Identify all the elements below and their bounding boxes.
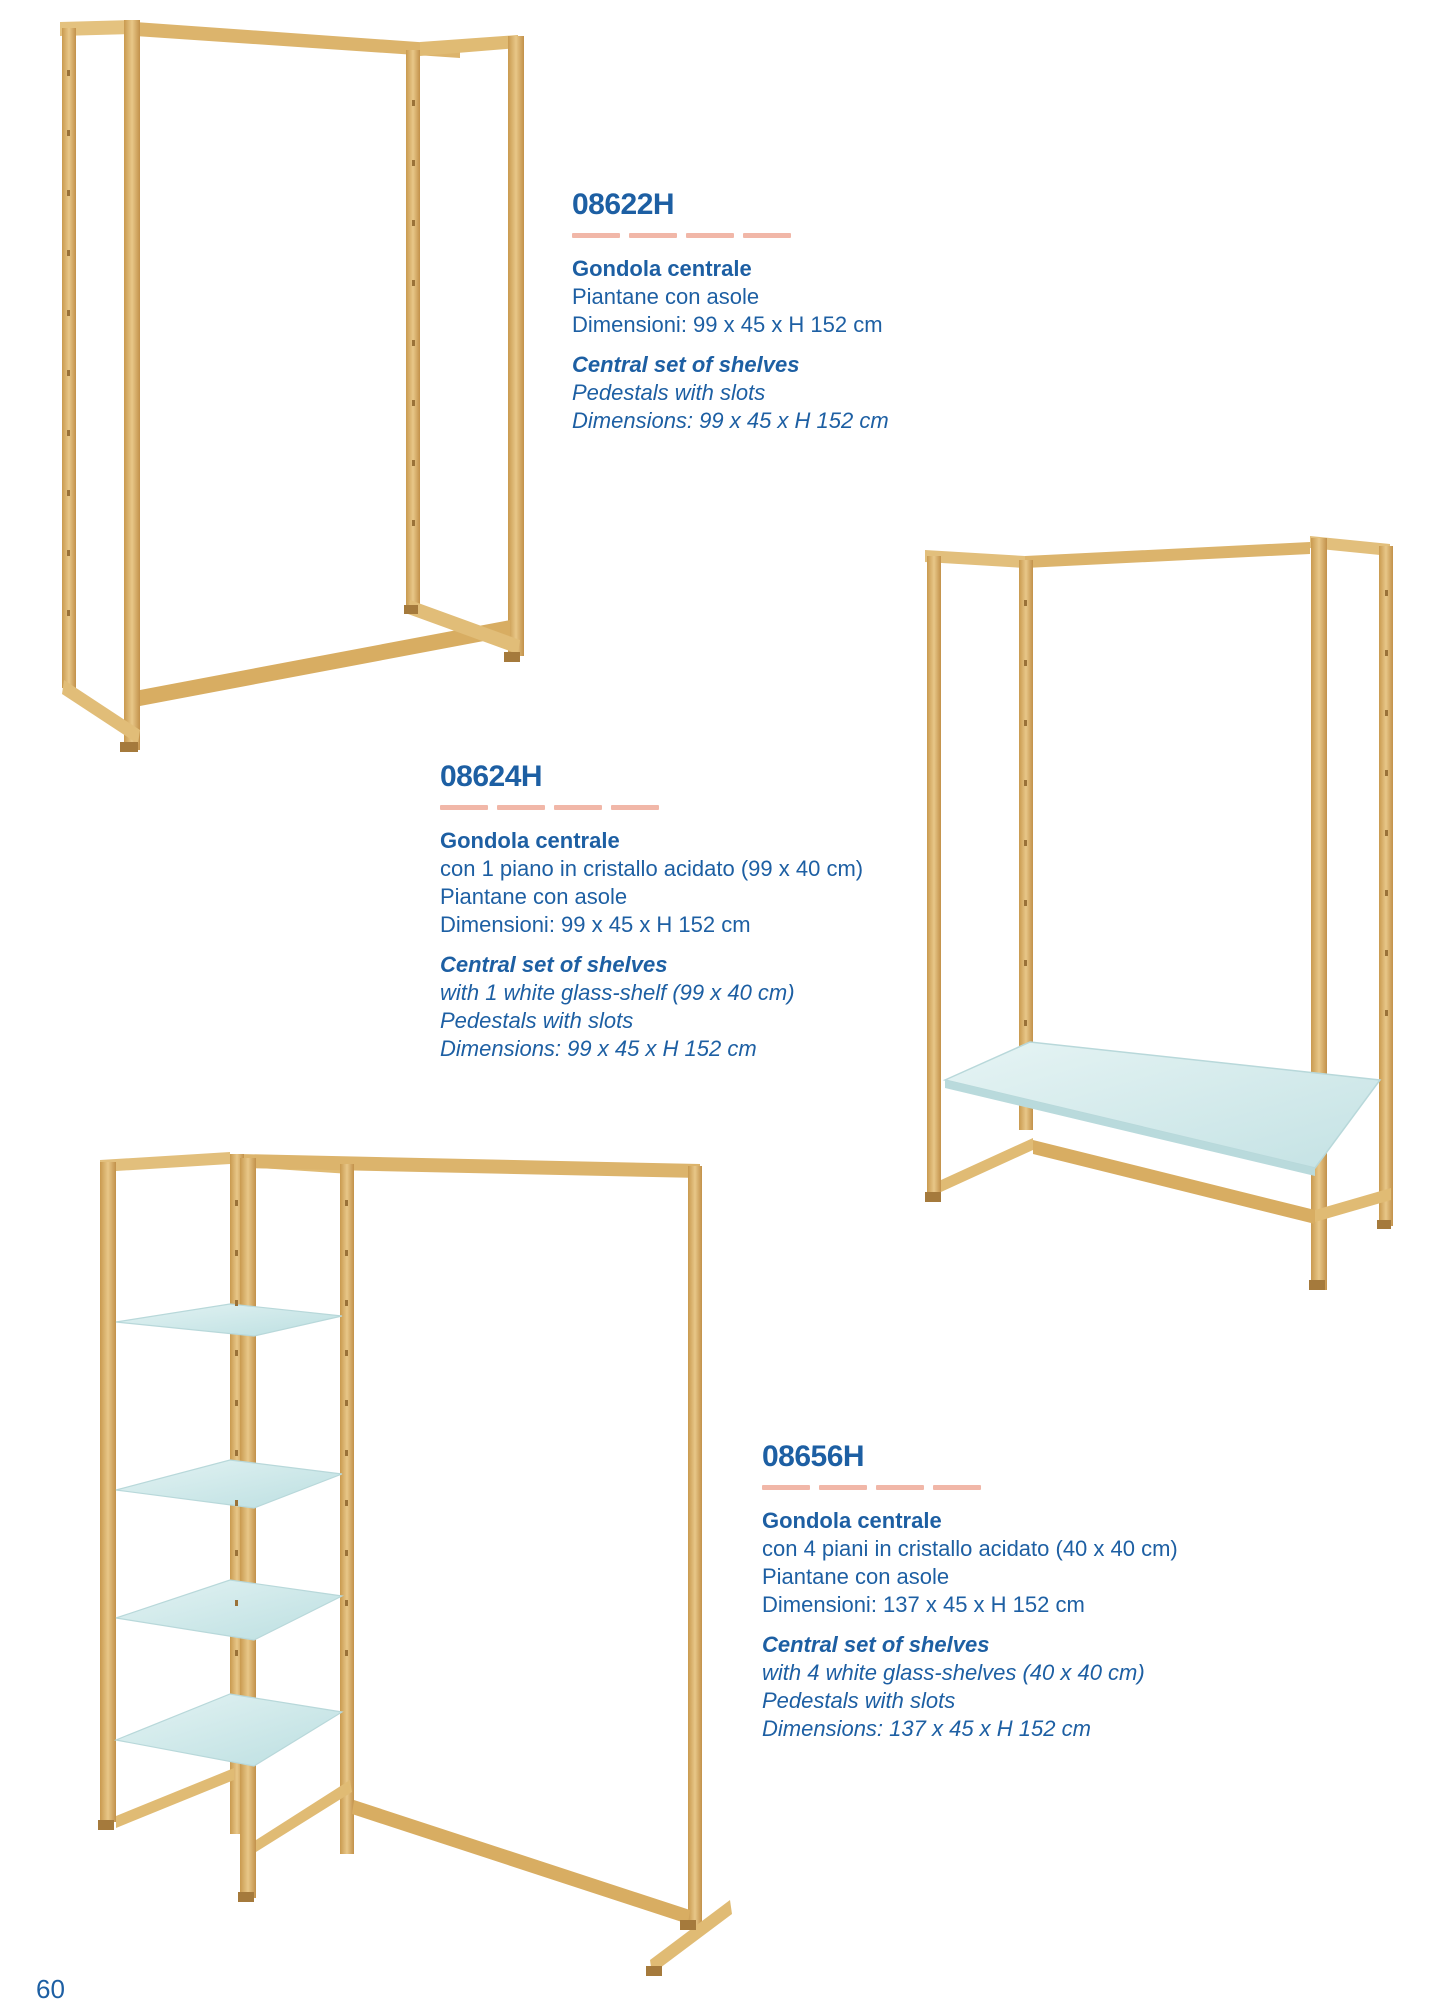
dash bbox=[686, 233, 734, 238]
product-code: 08656H bbox=[762, 1440, 865, 1473]
product-block-08624h bbox=[440, 760, 863, 1063]
english-line: Pedestals with slots bbox=[440, 1008, 634, 1033]
product-code: 08622H bbox=[572, 188, 675, 221]
dash bbox=[611, 805, 659, 810]
decorative-dashes bbox=[572, 233, 889, 238]
product-block-08622h bbox=[572, 188, 889, 435]
english-line: Dimensions: 99 x 45 x H 152 cm bbox=[572, 408, 889, 433]
english-line: Pedestals with slots bbox=[572, 380, 766, 405]
decorative-dashes bbox=[440, 805, 863, 810]
italian-title: Gondola centrale bbox=[440, 828, 620, 853]
italian-title: Gondola centrale bbox=[572, 256, 752, 281]
italian-line: con 4 piani in cristallo acidato (40 x 40 cm) bbox=[762, 1536, 1178, 1561]
dash bbox=[876, 1485, 924, 1490]
dash bbox=[629, 233, 677, 238]
english-line: Pedestals with slots bbox=[762, 1688, 956, 1713]
dash bbox=[743, 233, 791, 238]
product-image-08624h bbox=[915, 520, 1405, 1290]
italian-line: Piantane con asole bbox=[572, 284, 760, 309]
dash bbox=[933, 1485, 981, 1490]
dash bbox=[497, 805, 545, 810]
english-title: Central set of shelves bbox=[440, 952, 668, 977]
product-image-08656h bbox=[90, 1140, 750, 1990]
decorative-dashes bbox=[762, 1485, 1178, 1490]
italian-line: Dimensioni: 137 x 45 x H 152 cm bbox=[762, 1592, 1085, 1617]
dash bbox=[819, 1485, 867, 1490]
english-line: with 4 white glass-shelves (40 x 40 cm) bbox=[762, 1660, 1145, 1685]
english-line: Dimensions: 99 x 45 x H 152 cm bbox=[440, 1036, 757, 1061]
dash bbox=[554, 805, 602, 810]
product-block-08656h bbox=[762, 1440, 1178, 1743]
italian-line: con 1 piano in cristallo acidato (99 x 40 cm) bbox=[440, 856, 864, 881]
product-code: 08624H bbox=[440, 760, 543, 793]
italian-line: Dimensioni: 99 x 45 x H 152 cm bbox=[440, 912, 751, 937]
italian-title: Gondola centrale bbox=[762, 1508, 942, 1533]
page-number: 60 bbox=[36, 1974, 65, 2004]
english-title: Central set of shelves bbox=[572, 352, 800, 377]
italian-line: Piantane con asole bbox=[762, 1564, 950, 1589]
dash bbox=[762, 1485, 810, 1490]
english-title: Central set of shelves bbox=[762, 1632, 990, 1657]
english-line: with 1 white glass-shelf (99 x 40 cm) bbox=[440, 980, 795, 1005]
italian-line: Piantane con asole bbox=[440, 884, 628, 909]
dash bbox=[572, 233, 620, 238]
italian-line: Dimensioni: 99 x 45 x H 152 cm bbox=[572, 312, 883, 337]
product-image-08622h bbox=[40, 0, 540, 780]
english-line: Dimensions: 137 x 45 x H 152 cm bbox=[762, 1716, 1091, 1741]
dash bbox=[440, 805, 488, 810]
